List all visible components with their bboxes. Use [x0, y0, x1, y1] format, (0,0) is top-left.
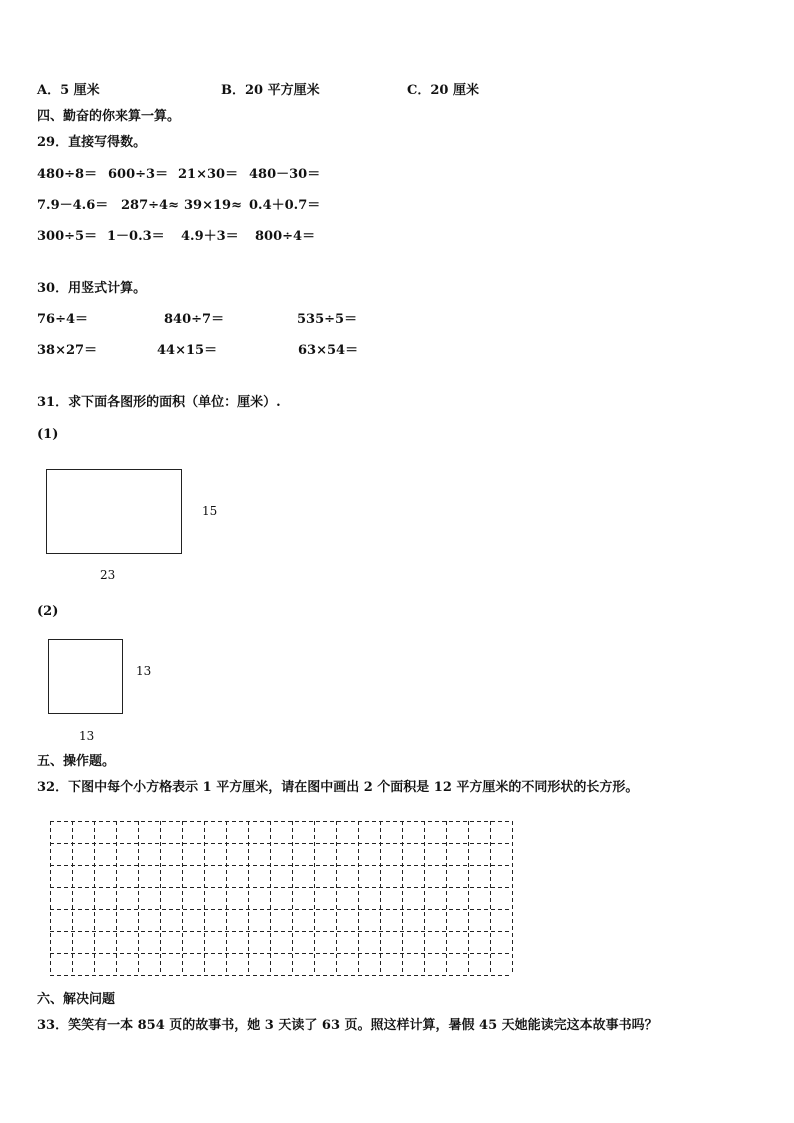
q33-title: 33．笑笑有一本 854 页的故事书，她 3 天读了 63 页。照这样计算，暑假 45 天她能读完这本故事书吗？ — [37, 1018, 658, 1033]
q29-problem: 287÷4≈ — [121, 198, 179, 213]
option-c: C．20 厘米 — [407, 83, 479, 98]
section-6-title: 六、解决问题 — [37, 992, 116, 1007]
dashed-square-grid[interactable] — [48, 819, 516, 977]
figure-1-label: (1) — [37, 427, 59, 442]
q30-problem: 76÷4＝ — [37, 312, 89, 327]
q29-problem: 600÷3＝ — [108, 167, 169, 182]
q30-title: 30．用竖式计算。 — [37, 281, 147, 296]
figure-2-label: (2) — [37, 604, 59, 619]
q29-problem: 480－30＝ — [249, 167, 321, 182]
q30-problem: 44×15＝ — [157, 343, 218, 358]
q29-problem: 300÷5＝ — [37, 229, 98, 244]
section-5-title: 五、操作题。 — [37, 754, 116, 769]
q32-title: 32．下图中每个小方格表示 1 平方厘米，请在图中画出 2 个面积是 12 平方厘米的不同形状的长方形。 — [37, 780, 639, 795]
q29-problem: 7.9－4.6＝ — [37, 198, 109, 213]
square-side-label-bottom: 13 — [79, 729, 95, 743]
q29-problem: 4.9＋3＝ — [181, 229, 239, 244]
q30-problem: 38×27＝ — [37, 343, 98, 358]
rectangle-height-label: 15 — [202, 504, 218, 518]
q29-problem: 21×30＝ — [178, 167, 239, 182]
rectangle-width-label: 23 — [100, 568, 116, 582]
rectangle-figure — [46, 469, 182, 554]
option-a: A．5 厘米 — [37, 83, 100, 98]
q29-problem: 800÷4＝ — [255, 229, 316, 244]
q30-problem: 840÷7＝ — [164, 312, 225, 327]
section-4-title: 四、勤奋的你来算一算。 — [37, 109, 181, 124]
q29-problem: 0.4＋0.7＝ — [249, 198, 321, 213]
q30-problem: 63×54＝ — [298, 343, 359, 358]
option-b: B．20 平方厘米 — [221, 83, 320, 98]
q31-title: 31．求下面各图形的面积（单位：厘米）. — [37, 395, 281, 410]
q29-problem: 1－0.3＝ — [107, 229, 165, 244]
square-side-label-right: 13 — [136, 664, 152, 678]
q29-title: 29．直接写得数。 — [37, 135, 147, 150]
q29-problem: 39×19≈ — [184, 198, 242, 213]
square-figure — [48, 639, 123, 714]
q29-problem: 480÷8＝ — [37, 167, 98, 182]
q30-problem: 535÷5＝ — [297, 312, 358, 327]
